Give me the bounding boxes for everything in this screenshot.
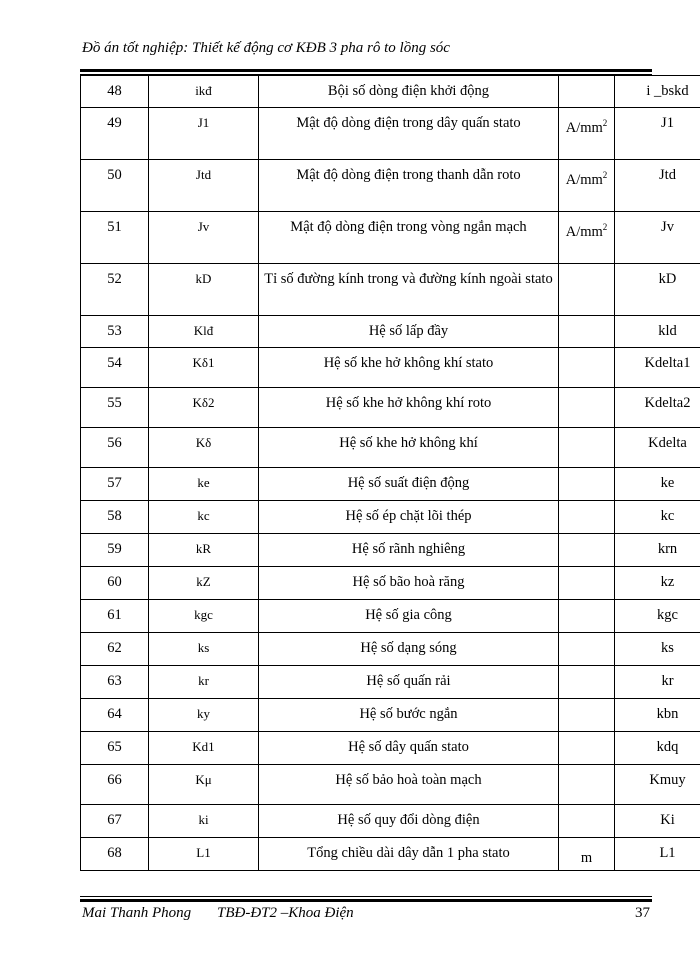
row-description: Bội số dòng điện khởi động xyxy=(259,76,559,108)
row-symbol: J1 xyxy=(149,108,259,160)
table-row xyxy=(81,699,700,732)
row-description: Hệ số quy đổi dòng điện xyxy=(259,805,559,838)
row-number: 60 xyxy=(81,567,149,600)
footer-rule-thin xyxy=(80,896,652,897)
table-row xyxy=(81,76,700,108)
row-unit xyxy=(559,600,615,633)
row-symbol: kR xyxy=(149,534,259,567)
row-number: 63 xyxy=(81,666,149,699)
row-description: Hệ số bão hoà răng xyxy=(259,567,559,600)
row-number: 52 xyxy=(81,264,149,316)
row-unit xyxy=(559,76,615,108)
table-row xyxy=(81,501,700,534)
row-unit xyxy=(559,468,615,501)
row-description: Hệ số gia công xyxy=(259,600,559,633)
row-unit xyxy=(559,316,615,348)
footer-class: TBĐ-ĐT2 –Khoa Điện xyxy=(217,905,354,921)
row-number: 68 xyxy=(81,838,149,871)
row-symbol: ky xyxy=(149,699,259,732)
row-symbol: Kμ xyxy=(149,765,259,805)
row-code: i _bskd xyxy=(615,76,700,108)
row-number: 49 xyxy=(81,108,149,160)
table-row xyxy=(81,348,700,388)
row-unit xyxy=(559,501,615,534)
row-number: 50 xyxy=(81,160,149,212)
table-row xyxy=(81,805,700,838)
row-symbol: ke xyxy=(149,468,259,501)
row-symbol: Jtd xyxy=(149,160,259,212)
row-unit xyxy=(559,732,615,765)
row-description: Hệ số ép chặt lõi thép xyxy=(259,501,559,534)
row-symbol: Jv xyxy=(149,212,259,264)
table-row xyxy=(81,838,700,871)
table-row xyxy=(81,160,700,212)
row-symbol: ki xyxy=(149,805,259,838)
row-symbol: Kδ2 xyxy=(149,388,259,428)
row-description: Hệ số lấp đầy xyxy=(259,316,559,348)
row-unit xyxy=(559,666,615,699)
table-row xyxy=(81,264,700,316)
row-code: kc xyxy=(615,501,700,534)
row-number: 65 xyxy=(81,732,149,765)
table-row xyxy=(81,108,700,160)
row-symbol: kZ xyxy=(149,567,259,600)
table-row xyxy=(81,316,700,348)
row-description: Hệ số khe hở không khí xyxy=(259,428,559,468)
row-unit xyxy=(559,633,615,666)
table-row xyxy=(81,534,700,567)
row-number: 56 xyxy=(81,428,149,468)
row-symbol: kc xyxy=(149,501,259,534)
row-description: Mật độ dòng điện trong vòng ngắn mạch xyxy=(259,212,559,264)
row-code: Jv xyxy=(615,212,700,264)
row-unit xyxy=(559,388,615,428)
row-description: Hệ số dây quấn stato xyxy=(259,732,559,765)
row-unit xyxy=(559,264,615,316)
row-unit: $A/mm^2$ xyxy=(559,212,615,264)
row-unit xyxy=(559,805,615,838)
row-number: 51 xyxy=(81,212,149,264)
row-code: Jtd xyxy=(615,160,700,212)
row-code: krn xyxy=(615,534,700,567)
table-row xyxy=(81,428,700,468)
row-code: kz xyxy=(615,567,700,600)
row-symbol: kD xyxy=(149,264,259,316)
row-description: Tổng chiều dài dây dẫn 1 pha stato xyxy=(259,838,559,871)
row-description: Hệ số rãnh nghiêng xyxy=(259,534,559,567)
row-description: Hệ số bước ngắn xyxy=(259,699,559,732)
row-symbol: ks xyxy=(149,633,259,666)
row-code: kdq xyxy=(615,732,700,765)
row-unit xyxy=(559,765,615,805)
row-code: Kdelta2 xyxy=(615,388,700,428)
row-description: Mật độ dòng điện trong thanh dẫn roto xyxy=(259,160,559,212)
row-code: kD xyxy=(615,264,700,316)
row-description: Mật độ dòng điện trong dây quấn stato xyxy=(259,108,559,160)
row-code: kr xyxy=(615,666,700,699)
footer-rule-thick xyxy=(80,899,652,902)
row-number: 54 xyxy=(81,348,149,388)
row-number: 67 xyxy=(81,805,149,838)
row-code: kgc xyxy=(615,600,700,633)
table-row xyxy=(81,732,700,765)
row-number: 61 xyxy=(81,600,149,633)
row-code: Kmuy xyxy=(615,765,700,805)
row-code: Kdelta1 xyxy=(615,348,700,388)
table-row xyxy=(81,212,700,264)
symbol-table xyxy=(80,75,700,871)
page-number: 37 xyxy=(635,905,650,921)
row-unit: $A/mm^2$ xyxy=(559,108,615,160)
row-description: Hệ số dạng sóng xyxy=(259,633,559,666)
table-row xyxy=(81,567,700,600)
table-row xyxy=(81,633,700,666)
table-row xyxy=(81,666,700,699)
row-symbol: Kδ xyxy=(149,428,259,468)
row-unit xyxy=(559,567,615,600)
table-row xyxy=(81,388,700,428)
header-title: Đồ án tốt nghiệp: Thiết kế động cơ KĐB 3 pha rô to lồng sóc xyxy=(82,40,450,56)
row-symbol: Klđ xyxy=(149,316,259,348)
row-description: Hệ số bảo hoà toàn mạch xyxy=(259,765,559,805)
row-code: ks xyxy=(615,633,700,666)
row-unit xyxy=(559,428,615,468)
row-description: Hệ số quấn rải xyxy=(259,666,559,699)
footer-author: Mai Thanh Phong xyxy=(82,905,192,921)
row-code: J1 xyxy=(615,108,700,160)
row-description: Tỉ số đường kính trong và đường kính ngoài stato xyxy=(259,264,559,316)
row-description: Hệ số khe hở không khí stato xyxy=(259,348,559,388)
row-number: 48 xyxy=(81,76,149,108)
table-row xyxy=(81,468,700,501)
row-code: ke xyxy=(615,468,700,501)
row-unit xyxy=(559,348,615,388)
row-unit: $A/mm^2$ xyxy=(559,160,615,212)
row-code: Kdelta xyxy=(615,428,700,468)
row-number: 62 xyxy=(81,633,149,666)
row-code: Ki xyxy=(615,805,700,838)
row-symbol: Kδ1 xyxy=(149,348,259,388)
row-symbol: L1 xyxy=(149,838,259,871)
row-unit: m xyxy=(559,838,615,871)
table-row xyxy=(81,600,700,633)
row-number: 58 xyxy=(81,501,149,534)
row-description: Hệ số khe hở không khí roto xyxy=(259,388,559,428)
header-rule-thick xyxy=(80,69,652,72)
row-unit xyxy=(559,699,615,732)
row-number: 64 xyxy=(81,699,149,732)
row-number: 66 xyxy=(81,765,149,805)
row-number: 59 xyxy=(81,534,149,567)
row-number: 53 xyxy=(81,316,149,348)
row-symbol: ikđ xyxy=(149,76,259,108)
row-number: 55 xyxy=(81,388,149,428)
row-number: 57 xyxy=(81,468,149,501)
row-symbol: kgc xyxy=(149,600,259,633)
row-symbol: kr xyxy=(149,666,259,699)
row-symbol: Kd1 xyxy=(149,732,259,765)
row-code: L1 xyxy=(615,838,700,871)
row-unit xyxy=(559,534,615,567)
row-code: kld xyxy=(615,316,700,348)
row-code: kbn xyxy=(615,699,700,732)
row-description: Hệ số suất điện động xyxy=(259,468,559,501)
table-row xyxy=(81,765,700,805)
